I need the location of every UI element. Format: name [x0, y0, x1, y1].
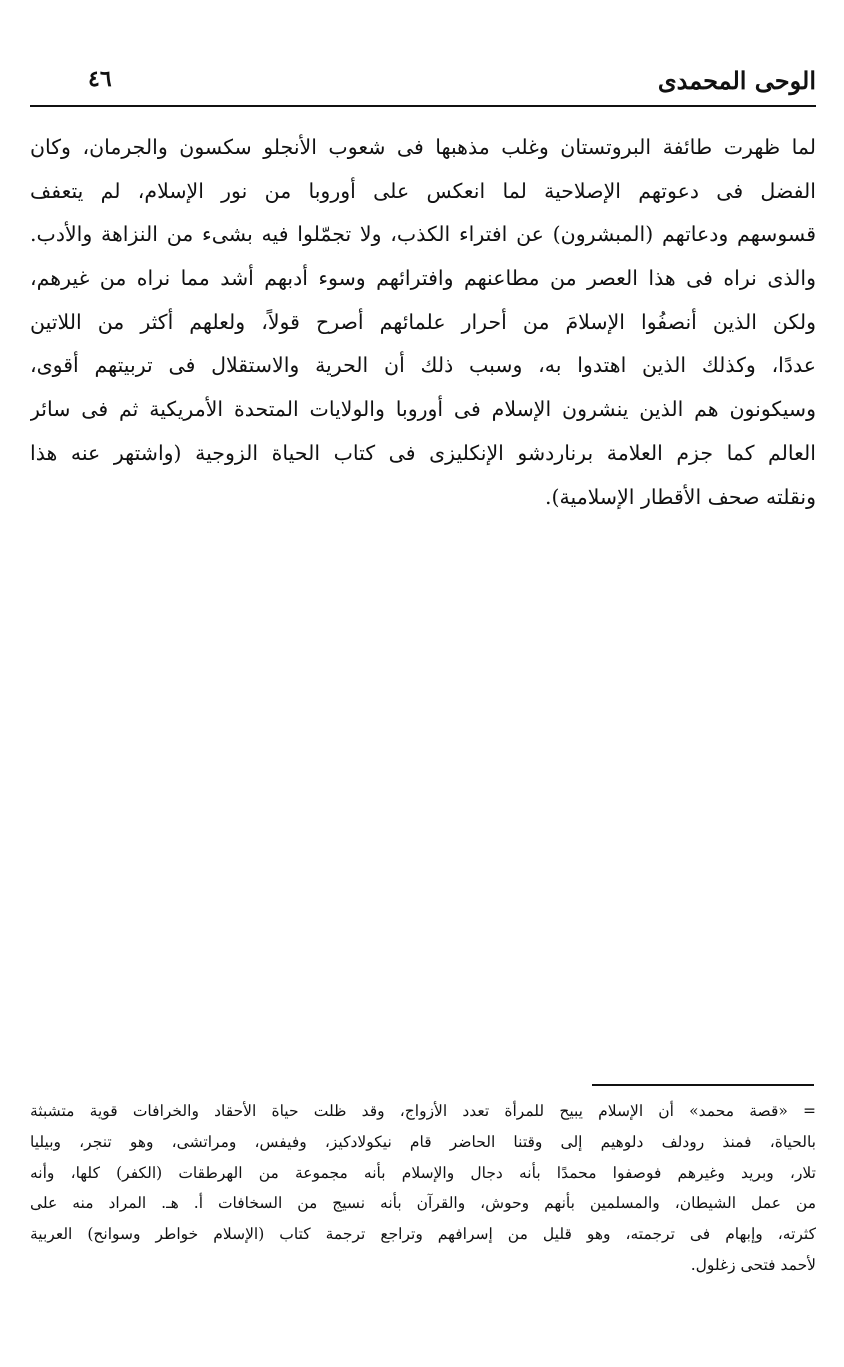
text-line: عددًا، وكذلك الذين اهتدوا به، وسبب ذلك أن الحرية والاستقلال فى تربيتهم أقوى، [30, 353, 816, 378]
footnote-line: لأحمد فتحى زغلول. [690, 1255, 816, 1274]
running-title: الوحى المحمدى [657, 66, 816, 95]
header-rule [30, 105, 816, 107]
footnote-line: كثرته، وإبهام فى ترجمته، وهو قليل من إسرافهم وتراجع ترجمة كتاب (الإسلام خواطر وسوانح) العربية [30, 1225, 816, 1244]
footnote [30, 1096, 816, 1281]
footnote-line: = «قصة محمد» أن الإسلام يبيح للمرأة تعدد الأزواج، وقد ظلت حياة الأحقاد والخرافات قوية متشبثة [30, 1102, 816, 1120]
text-line: ونقلته صحف الأقطار الإسلامية). [545, 484, 816, 509]
footnote-line: من عمل الشيطان، والمسلمين بأنهم وحوش، والقرآن بأنه نسيج من السخافات أ. هـ. المراد منه على [30, 1194, 816, 1213]
text-line: والذى نراه فى هذا العصر من مطاعنهم وافترائهم وسوء أدبهم أشد مما نراه من غيرهم، [30, 266, 816, 291]
text-line: قسوسهم ودعاتهم (المبشرون) عن افتراء الكذب، ولا تجمّلوا فيه بشىء من النزاهة والأدب. [30, 222, 816, 247]
text-line: لما ظهرت طائفة البروتستان وغلب مذهبها فى شعوب الأنجلو سكسون والجرمان، وكان [30, 135, 816, 159]
text-line: ولكن الذين أنصفُوا الإسلامَ من أحرار علمائهم أصرح قولاً، ولعلهم أكثر من اللاتين [30, 309, 816, 334]
footnote-line: تلار، وبريد وغيرهم فوصفوا محمدًا بأنه دجال والإسلام بأنه مجموعة من الهرطقات (الكفر) كلها، وأنه [30, 1163, 816, 1182]
text-line: العالم كما جزم العلامة برناردشو الإنكليزى فى كتاب الحياة الزوجية (واشتهر عنه هذا [30, 440, 816, 465]
footnote-separator [592, 1084, 814, 1086]
text-line: الفضل فى دعوتهم الإصلاحية لما انعكس على أوروبا من نور الإسلام، لم يتعفف [30, 178, 816, 203]
text-line: وسيكونون هم الذين ينشرون الإسلام فى أوروبا والولايات المتحدة الأمريكية ثم فى سائر [30, 397, 816, 422]
page-header [30, 60, 816, 100]
footnote-line: بالحياة، فمنذ رودلف دلوهيم إلى وقتنا الحاضر قام نيكولادكيز، وفيفس، ومراتشى، وهو تنجر، وبيليا [30, 1132, 816, 1151]
main-text [30, 126, 816, 519]
page-number: ٤٦ [88, 66, 112, 92]
